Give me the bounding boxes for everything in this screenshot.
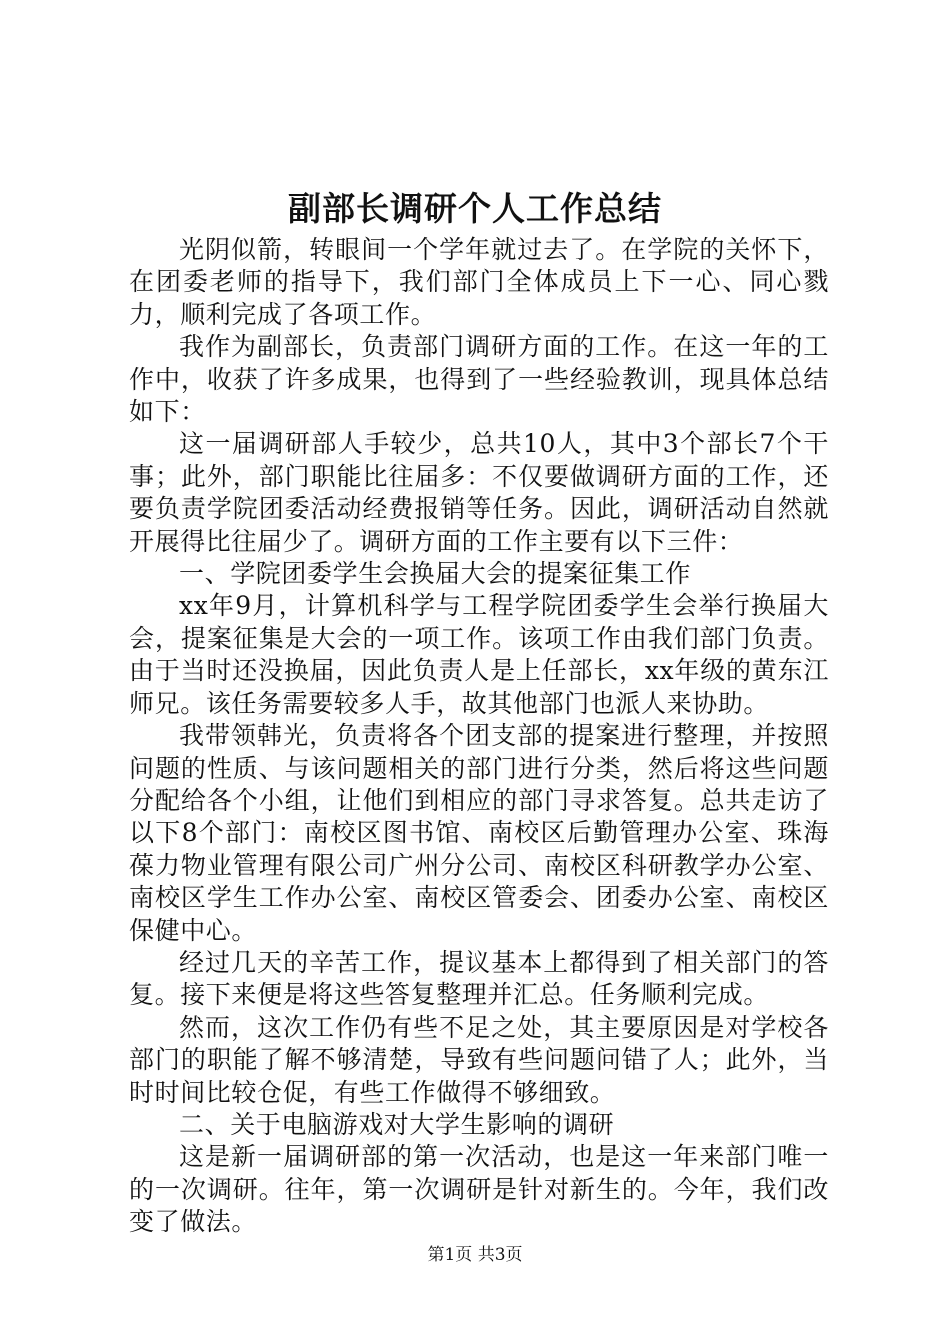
paragraph: 我作为副部长，负责部门调研方面的工作。在这一年的工作中，收获了许多成果，也得到了一些经验教训，现具体总结如下： — [129, 332, 829, 427]
paragraph: xx年9月，计算机科学与工程学院团委学生会举行换届大会，提案征集是大会的一项工作。该项工作由我们部门负责。由于当时还没换届，因此负责人是上任部长，xx年级的黄东江师兄。该任务需要较多人手，故其他部门也派人来协助。 — [129, 591, 829, 718]
section-heading: 二、关于电脑游戏对大学生影响的调研 — [179, 1109, 615, 1139]
paragraph: 经过几天的辛苦工作，提议基本上都得到了相关部门的答复。接下来便是将这些答复整理并汇总。任务顺利完成。 — [129, 947, 829, 1010]
document-body — [129, 234, 829, 1239]
paragraph: 这是新一届调研部的第一次活动，也是这一年来部门唯一的一次调研。往年，第一次调研是针对新生的。今年，我们改变了做法。 — [129, 1142, 829, 1237]
paragraph: 我带领韩光，负责将各个团支部的提案进行整理，并按照问题的性质、与该问题相关的部门进行分类，然后将这些问题分配给各个小组，让他们到相应的部门寻求答复。总共走访了以下8个部门：南校区图书馆、南校区后勤管理办公室、珠海葆力物业管理有限公司广州分公司、南校区科研教学办公室、南校区学生工作办公室、南校区管委会、团委办公室、南校区保健中心。 — [129, 721, 829, 945]
document-title: 副部长调研个人工作总结 — [288, 189, 662, 228]
paragraph: 这一届调研部人手较少，总共10人，其中3个部长7个干事；此外，部门职能比往届多：不仅要做调研方面的工作，还要负责学院团委活动经费报销等任务。因此，调研活动自然就开展得比往届少了。调研方面的工作主要有以下三件： — [129, 429, 829, 556]
paragraph: 光阴似箭，转眼间一个学年就过去了。在学院的关怀下，在团委老师的指导下，我们部门全体成员上下一心、同心戮力，顺利完成了各项工作。 — [129, 235, 829, 329]
section-heading: 一、学院团委学生会换届大会的提案征集工作 — [179, 559, 692, 589]
page-number-footer: 第1页 共3页 — [427, 1245, 523, 1265]
paragraph: 然而，这次工作仍有些不足之处，其主要原因是对学校各部门的职能了解不够清楚，导致有些问题问错了人；此外，当时时间比较仓促，有些工作做得不够细致。 — [129, 1012, 829, 1107]
